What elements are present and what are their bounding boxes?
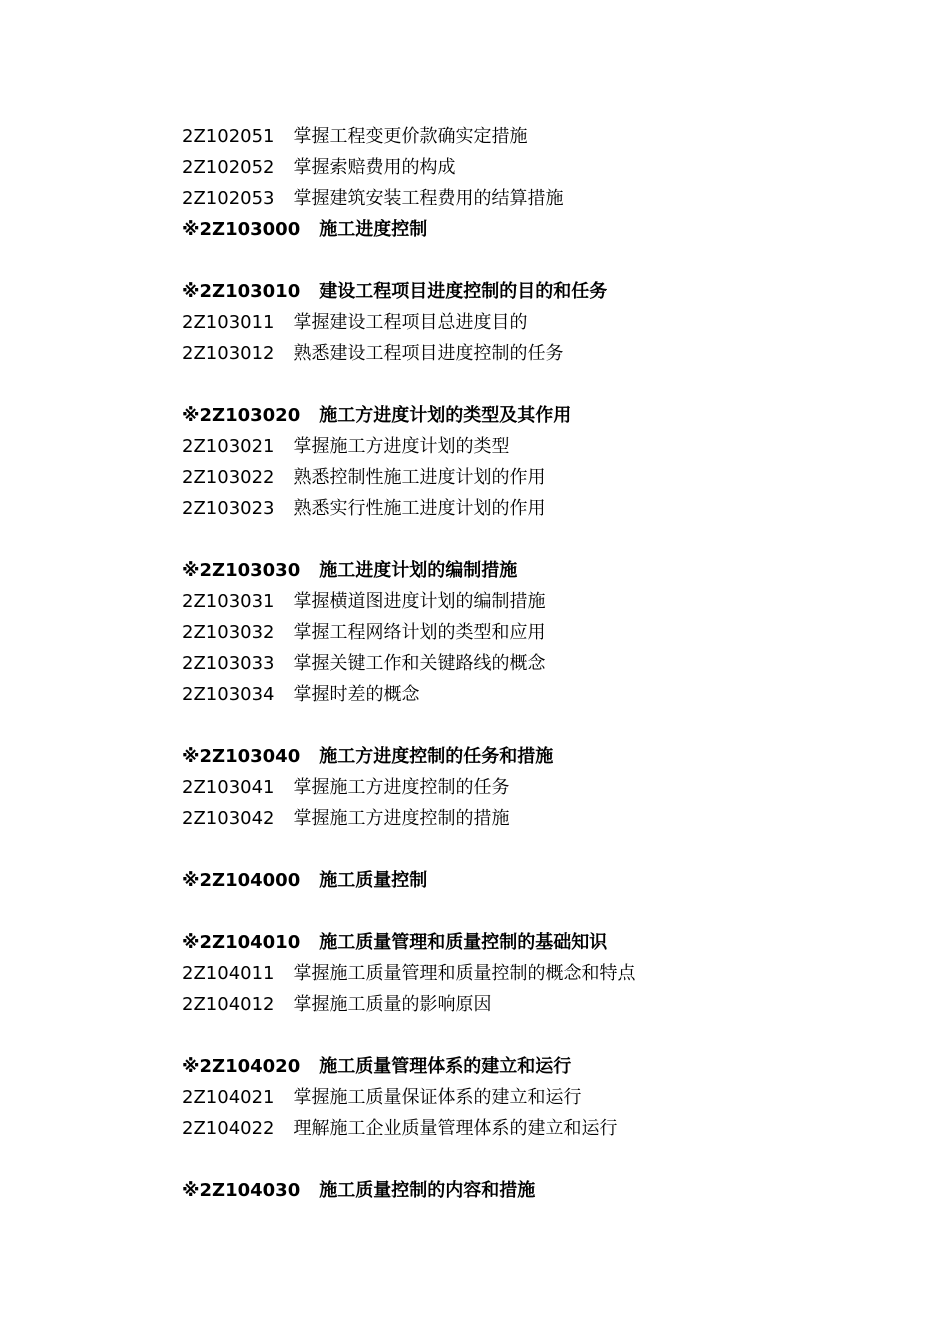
item-code: 2Z103011 xyxy=(182,312,275,333)
section-heading xyxy=(182,1175,882,1206)
outline-item xyxy=(182,338,882,369)
item-text: 掌握时差的概念 xyxy=(293,684,420,705)
outline-item xyxy=(182,431,882,462)
item-text: 掌握施工质量的影响原因 xyxy=(293,994,492,1015)
outline-item xyxy=(182,462,882,493)
section-heading xyxy=(182,865,882,896)
item-code: 2Z103033 xyxy=(182,653,275,674)
outline-item xyxy=(182,493,882,524)
item-code: 2Z103032 xyxy=(182,622,275,643)
item-text: 施工质量管理和质量控制的基础知识 xyxy=(319,932,608,953)
outline-item xyxy=(182,586,882,617)
item-text: 施工进度控制 xyxy=(319,219,428,240)
item-code: ※2Z104020 xyxy=(182,1056,301,1077)
item-text: 掌握施工方进度计划的类型 xyxy=(293,436,510,457)
item-text: 施工方进度控制的任务和措施 xyxy=(319,746,554,767)
outline-item xyxy=(182,958,882,989)
item-code: ※2Z104030 xyxy=(182,1180,301,1201)
outline-item xyxy=(182,152,882,183)
outline-item xyxy=(182,307,882,338)
item-code: 2Z103042 xyxy=(182,808,275,829)
outline-item xyxy=(182,121,882,152)
item-text: 熟悉控制性施工进度计划的作用 xyxy=(293,467,546,488)
outline-item xyxy=(182,803,882,834)
item-text: 掌握索赔费用的构成 xyxy=(293,157,456,178)
outline-item xyxy=(182,989,882,1020)
item-code: 2Z103023 xyxy=(182,498,275,519)
item-text: 掌握建设工程项目总进度目的 xyxy=(293,312,528,333)
blank-line xyxy=(182,524,882,555)
item-code: 2Z102053 xyxy=(182,188,275,209)
section-heading xyxy=(182,1051,882,1082)
item-text: 掌握横道图进度计划的编制措施 xyxy=(293,591,546,612)
item-code: 2Z103012 xyxy=(182,343,275,364)
item-text: 掌握工程网络计划的类型和应用 xyxy=(293,622,546,643)
blank-line xyxy=(182,1020,882,1051)
item-code: 2Z104022 xyxy=(182,1118,275,1139)
item-code: ※2Z104000 xyxy=(182,870,301,891)
item-text: 施工进度计划的编制措施 xyxy=(319,560,518,581)
item-code: ※2Z104010 xyxy=(182,932,301,953)
document-body xyxy=(182,121,882,1206)
item-code: 2Z104012 xyxy=(182,994,275,1015)
item-text: 建设工程项目进度控制的目的和任务 xyxy=(319,281,608,302)
item-code: 2Z104021 xyxy=(182,1087,275,1108)
item-code: 2Z103034 xyxy=(182,684,275,705)
item-text: 掌握施工方进度控制的措施 xyxy=(293,808,510,829)
outline-item xyxy=(182,648,882,679)
item-code: ※2Z103040 xyxy=(182,746,301,767)
outline-item xyxy=(182,617,882,648)
item-text: 掌握施工质量保证体系的建立和运行 xyxy=(293,1087,582,1108)
item-text: 熟悉建设工程项目进度控制的任务 xyxy=(293,343,564,364)
blank-line xyxy=(182,834,882,865)
item-code: 2Z104011 xyxy=(182,963,275,984)
item-text: 掌握施工方进度控制的任务 xyxy=(293,777,510,798)
item-text: 熟悉实行性施工进度计划的作用 xyxy=(293,498,546,519)
item-code: 2Z103021 xyxy=(182,436,275,457)
item-code: 2Z103041 xyxy=(182,777,275,798)
blank-line xyxy=(182,710,882,741)
item-text: 掌握工程变更价款确实定措施 xyxy=(293,126,528,147)
item-code: ※2Z103020 xyxy=(182,405,301,426)
outline-item xyxy=(182,679,882,710)
section-heading xyxy=(182,555,882,586)
blank-line xyxy=(182,369,882,400)
blank-line xyxy=(182,896,882,927)
item-text: 掌握施工质量管理和质量控制的概念和特点 xyxy=(293,963,636,984)
item-text: 施工质量控制的内容和措施 xyxy=(319,1180,536,1201)
item-code: 2Z103022 xyxy=(182,467,275,488)
item-text: 施工方进度计划的类型及其作用 xyxy=(319,405,572,426)
section-heading xyxy=(182,927,882,958)
outline-item xyxy=(182,1082,882,1113)
outline-item xyxy=(182,772,882,803)
item-text: 理解施工企业质量管理体系的建立和运行 xyxy=(293,1118,618,1139)
item-code: ※2Z103010 xyxy=(182,281,301,302)
blank-line xyxy=(182,245,882,276)
item-text: 掌握建筑安装工程费用的结算措施 xyxy=(293,188,564,209)
outline-item xyxy=(182,183,882,214)
section-heading xyxy=(182,214,882,245)
item-code: 2Z102052 xyxy=(182,157,275,178)
item-text: 施工质量管理体系的建立和运行 xyxy=(319,1056,572,1077)
section-heading xyxy=(182,400,882,431)
section-heading xyxy=(182,276,882,307)
item-code: ※2Z103030 xyxy=(182,560,301,581)
outline-item xyxy=(182,1113,882,1144)
item-code: 2Z102051 xyxy=(182,126,275,147)
blank-line xyxy=(182,1144,882,1175)
item-text: 施工质量控制 xyxy=(319,870,428,891)
item-code: 2Z103031 xyxy=(182,591,275,612)
section-heading xyxy=(182,741,882,772)
item-code: ※2Z103000 xyxy=(182,219,301,240)
item-text: 掌握关键工作和关键路线的概念 xyxy=(293,653,546,674)
